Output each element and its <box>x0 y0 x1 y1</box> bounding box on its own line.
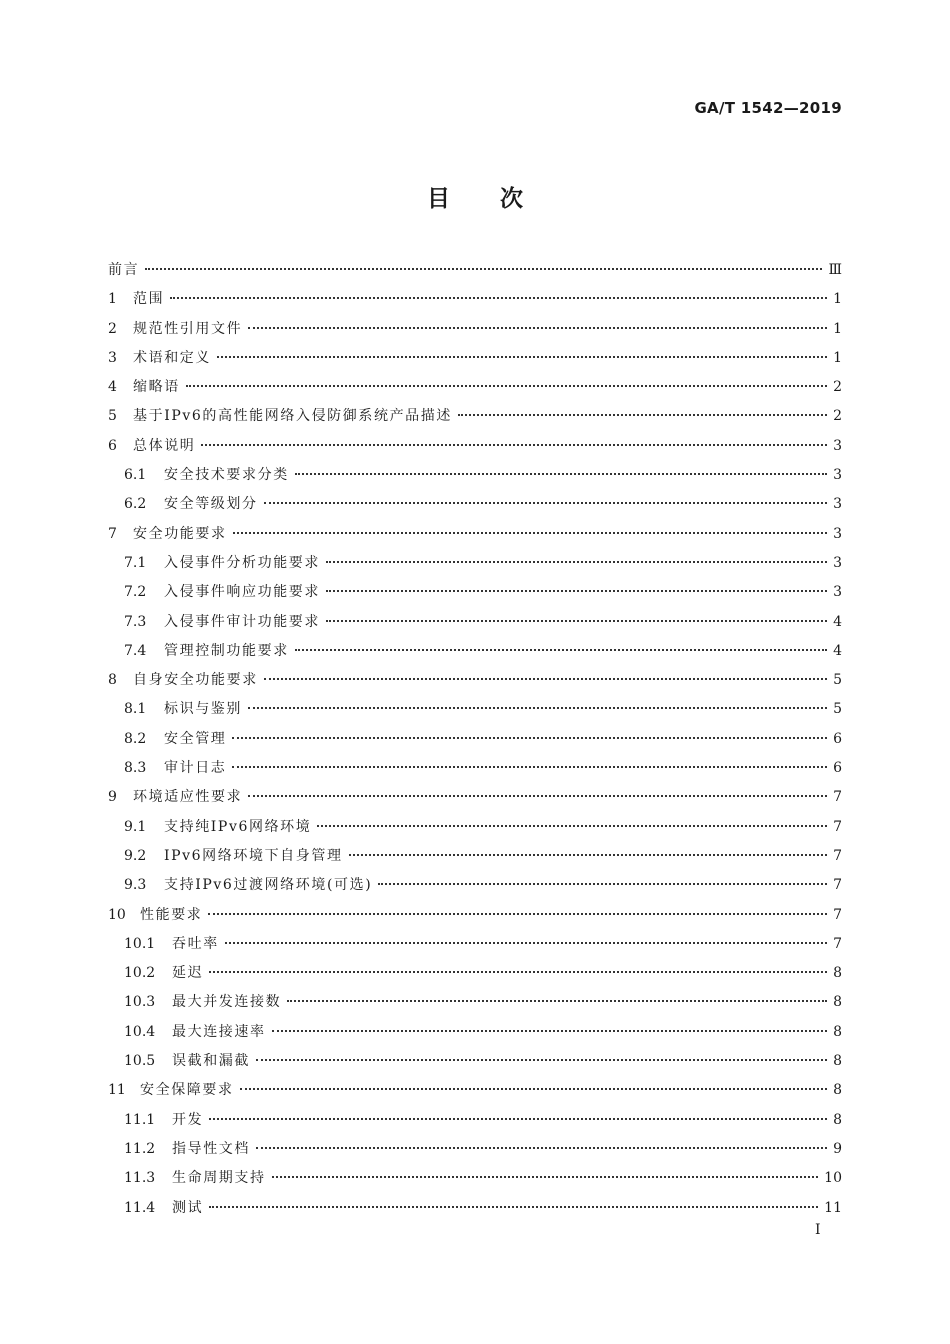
toc-dot-leader <box>317 825 827 827</box>
toc-entry[interactable] <box>108 1106 842 1135</box>
toc-entry[interactable] <box>108 754 842 783</box>
toc-entry-number: 7 <box>108 525 117 542</box>
toc-dot-leader <box>295 649 827 651</box>
toc-entry-page: 3 <box>833 437 842 454</box>
toc-entry-title: 入侵事件分析功能要求 <box>164 554 320 571</box>
toc-entry-number: 8.2 <box>124 730 147 747</box>
toc-entry-number: 7.3 <box>124 613 147 630</box>
toc-entry-number: 11.4 <box>124 1199 156 1216</box>
toc-dot-leader <box>248 327 827 329</box>
toc-entry-title: 误截和漏截 <box>172 1053 250 1070</box>
toc-dot-leader <box>145 268 822 270</box>
toc-entry-title: 安全技术要求分类 <box>164 467 289 484</box>
toc-dot-leader <box>225 942 827 944</box>
toc-entry-page: 3 <box>833 496 842 513</box>
toc-entry-page: 3 <box>833 525 842 542</box>
toc-entry-title: 支持纯IPv6网络环境 <box>164 818 312 835</box>
toc-dot-leader <box>232 766 827 768</box>
toc-entry-page: 8 <box>833 1111 842 1128</box>
toc-entry-number: 8.3 <box>124 760 147 777</box>
toc-entry-title: 延迟 <box>172 965 204 982</box>
toc-entry-number: 11.2 <box>124 1140 156 1157</box>
toc-entry-title: 缩略语 <box>133 379 180 396</box>
toc-dot-leader <box>458 414 827 416</box>
toc-entry-page: 6 <box>833 730 842 747</box>
toc-entry[interactable] <box>108 373 842 402</box>
toc-entry-number: 10.3 <box>124 994 156 1011</box>
toc-dot-leader <box>233 532 827 534</box>
toc-entry-title: 术语和定义 <box>133 349 211 366</box>
toc-entry-page: 8 <box>833 1053 842 1070</box>
toc-dot-leader <box>201 444 827 446</box>
toc-entry-title: 标识与鉴别 <box>164 701 242 718</box>
toc-entry[interactable] <box>108 725 842 754</box>
page-number: I <box>815 1222 821 1238</box>
toc-entry-number: 7.4 <box>124 642 147 659</box>
toc-dot-leader <box>232 737 827 739</box>
toc-entry-number: 10 <box>108 906 126 923</box>
toc-entry[interactable] <box>108 461 842 490</box>
toc-entry[interactable] <box>108 930 842 959</box>
toc-entry-title: 入侵事件响应功能要求 <box>164 584 320 601</box>
toc-entry-title: 支持IPv6过渡网络环境(可选) <box>164 877 373 894</box>
toc-entry-title: 环境适应性要求 <box>133 789 243 806</box>
toc-entry-page: 11 <box>824 1199 842 1216</box>
toc-dot-leader <box>295 473 827 475</box>
toc-entry-number: 9.1 <box>124 818 147 835</box>
title-char-right: 次 <box>500 186 523 212</box>
toc-entry-number: 2 <box>108 320 117 337</box>
toc-entry-title: 规范性引用文件 <box>133 320 243 337</box>
toc-entry-page: 10 <box>824 1170 842 1187</box>
toc-entry-title: 范围 <box>133 291 165 308</box>
toc-entry[interactable] <box>108 490 842 519</box>
standard-code: GA/T 1542—2019 <box>694 99 842 117</box>
toc-entry-page: 7 <box>833 906 842 923</box>
toc-entry[interactable] <box>108 578 842 607</box>
toc-entry-page: 4 <box>833 613 842 630</box>
toc-entry-number: 6.1 <box>124 467 147 484</box>
toc-entry-page: 8 <box>833 1082 842 1099</box>
toc-dot-leader <box>326 561 827 563</box>
toc-dot-leader <box>378 883 827 885</box>
toc-entry-page: 1 <box>833 291 842 308</box>
toc-entry-number: 9.3 <box>124 877 147 894</box>
toc-entry-number: 11 <box>108 1082 126 1099</box>
toc-entry[interactable] <box>108 959 842 988</box>
toc-entry-page: 6 <box>833 760 842 777</box>
toc-entry[interactable] <box>108 520 842 549</box>
toc-dot-leader <box>256 1059 827 1061</box>
toc-dot-leader <box>186 385 827 387</box>
toc-entry-page: 2 <box>833 379 842 396</box>
toc-dot-leader <box>272 1176 819 1178</box>
toc-entry-title: 性能要求 <box>140 906 203 923</box>
toc-entry[interactable] <box>108 1135 842 1164</box>
toc-dot-leader <box>248 707 827 709</box>
toc-dot-leader <box>208 913 827 915</box>
toc-entry-page: 7 <box>833 877 842 894</box>
toc-entry-page: 7 <box>833 935 842 952</box>
toc-dot-leader <box>349 854 828 856</box>
toc-entry-title: 前言 <box>108 262 140 278</box>
toc-entry-page: 7 <box>833 789 842 806</box>
toc-entry-page: 5 <box>833 701 842 718</box>
toc-entry-page: 1 <box>833 349 842 366</box>
toc-dot-leader <box>264 678 827 680</box>
toc-dot-leader <box>326 620 827 622</box>
toc-dot-leader <box>256 1147 827 1149</box>
toc-entry[interactable] <box>108 988 842 1017</box>
toc-entry[interactable] <box>108 637 842 666</box>
toc-entry[interactable] <box>108 842 842 871</box>
toc-entry-page: 3 <box>833 554 842 571</box>
toc-entry[interactable] <box>108 285 842 314</box>
toc-entry-page: 7 <box>833 847 842 864</box>
toc-entry[interactable] <box>108 344 842 373</box>
toc-entry-number: 10.1 <box>124 935 156 952</box>
toc-entry[interactable] <box>108 1194 842 1223</box>
toc-entry-number: 6.2 <box>124 496 147 513</box>
toc-entry-title: 吞吐率 <box>172 935 219 952</box>
toc-entry-title: 生命周期支持 <box>172 1170 266 1187</box>
toc-entry[interactable] <box>108 1047 842 1076</box>
toc-entry-number: 8 <box>108 672 117 689</box>
toc-entry[interactable] <box>108 783 842 812</box>
toc-entry-title: 指导性文档 <box>172 1140 250 1157</box>
toc-entry-number: 5 <box>108 408 117 425</box>
toc-entry[interactable] <box>108 315 842 344</box>
toc-dot-leader <box>209 1118 827 1120</box>
toc-entry[interactable] <box>108 813 842 842</box>
toc-entry-number: 7.2 <box>124 584 147 601</box>
toc-entry-number: 9 <box>108 789 117 806</box>
toc-entry-page: 8 <box>833 965 842 982</box>
toc-entry-title: 最大并发连接数 <box>172 994 282 1011</box>
toc-entry[interactable] <box>108 1018 842 1047</box>
toc-entry-page: 1 <box>833 320 842 337</box>
toc-entry-number: 7.1 <box>124 554 147 571</box>
toc-entry[interactable] <box>108 549 842 578</box>
title-char-left: 目 <box>427 186 450 212</box>
toc-dot-leader <box>209 971 827 973</box>
toc-entry[interactable] <box>108 1164 842 1193</box>
toc-entry-number: 9.2 <box>124 847 147 864</box>
toc-entry-number: 10.2 <box>124 965 156 982</box>
toc-entry-title: 安全功能要求 <box>133 525 227 542</box>
toc-entry-page: 7 <box>833 818 842 835</box>
toc-entry[interactable] <box>108 256 842 285</box>
toc-entry-number: 11.1 <box>124 1111 156 1128</box>
toc-entry-number: 10.4 <box>124 1023 156 1040</box>
toc-entry[interactable] <box>108 432 842 461</box>
toc-entry[interactable] <box>108 871 842 900</box>
toc-entry[interactable] <box>108 402 842 431</box>
toc-entry-title: 安全等级划分 <box>164 496 258 513</box>
toc-entry-number: 6 <box>108 437 117 454</box>
toc-entry-page: Ⅲ <box>828 262 842 278</box>
toc-entry[interactable] <box>108 1076 842 1105</box>
page-title <box>0 180 950 213</box>
toc-entry-page: 3 <box>833 467 842 484</box>
toc-entry-page: 4 <box>833 642 842 659</box>
toc-entry-title: 审计日志 <box>164 760 227 777</box>
toc-entry[interactable] <box>108 695 842 724</box>
toc-entry-number: 1 <box>108 291 117 308</box>
toc-entry-title: 管理控制功能要求 <box>164 642 289 659</box>
toc-entry-number: 3 <box>108 349 117 366</box>
toc-entry-page: 8 <box>833 1023 842 1040</box>
table-of-contents <box>108 256 842 1223</box>
toc-entry[interactable] <box>108 666 842 695</box>
toc-entry-page: 9 <box>833 1140 842 1157</box>
toc-dot-leader <box>217 356 827 358</box>
toc-entry[interactable] <box>108 608 842 637</box>
toc-entry-title: 最大连接速率 <box>172 1023 266 1040</box>
toc-entry-title: 开发 <box>172 1111 204 1128</box>
toc-entry-title: 自身安全功能要求 <box>133 672 258 689</box>
toc-dot-leader <box>272 1030 827 1032</box>
toc-entry-title: IPv6网络环境下自身管理 <box>164 847 343 864</box>
toc-entry-title: 基于IPv6的高性能网络入侵防御系统产品描述 <box>133 408 452 425</box>
toc-entry-page: 8 <box>833 994 842 1011</box>
toc-dot-leader <box>248 795 827 797</box>
toc-entry-title: 安全保障要求 <box>140 1082 234 1099</box>
toc-entry[interactable] <box>108 901 842 930</box>
toc-entry-title: 测试 <box>172 1199 204 1216</box>
toc-entry-number: 4 <box>108 379 117 396</box>
toc-entry-number: 10.5 <box>124 1053 156 1070</box>
toc-entry-title: 总体说明 <box>133 437 196 454</box>
toc-dot-leader <box>170 297 827 299</box>
toc-entry-title: 安全管理 <box>164 730 227 747</box>
toc-entry-title: 入侵事件审计功能要求 <box>164 613 320 630</box>
toc-entry-page: 2 <box>833 408 842 425</box>
toc-entry-number: 8.1 <box>124 701 147 718</box>
toc-dot-leader <box>240 1088 827 1090</box>
toc-dot-leader <box>287 1000 827 1002</box>
toc-entry-page: 3 <box>833 584 842 601</box>
toc-entry-page: 5 <box>833 672 842 689</box>
toc-dot-leader <box>326 590 827 592</box>
toc-entry-number: 11.3 <box>124 1170 156 1187</box>
toc-dot-leader <box>209 1206 818 1208</box>
toc-dot-leader <box>264 502 827 504</box>
